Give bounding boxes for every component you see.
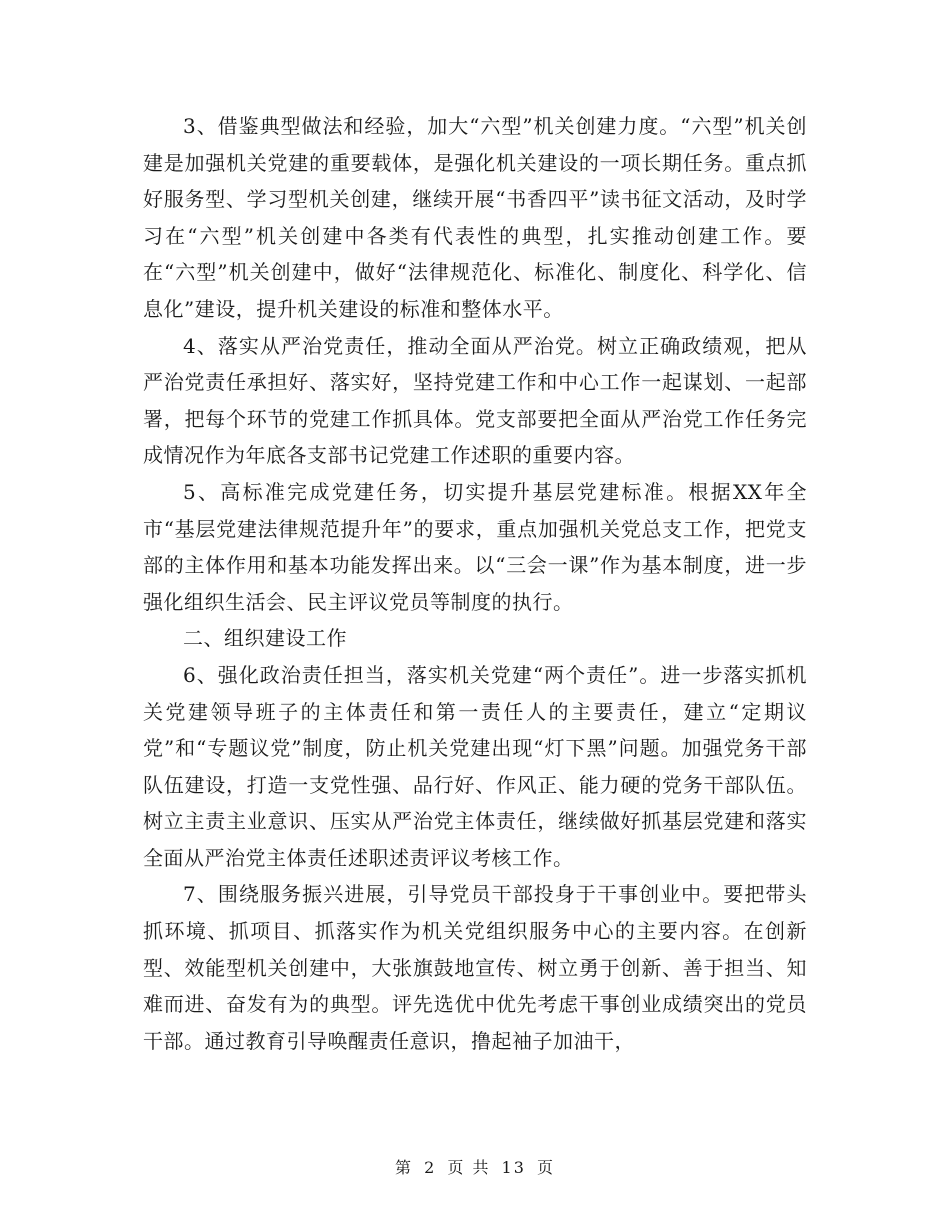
footer-middle: 页 共 — [447, 1158, 491, 1177]
paragraph-5: 5、高标准完成党建任务，切实提升基层党建标准。根据XX年全市“基层党建法律规范提升年”的要求，重点加强机关党总支工作，把党支部的主体作用和基本功能发挥出来。以“三会一课”作为基本制度，进一步强化组织生活会、民主评议党员等制度的执行。 — [143, 479, 807, 614]
footer-current-page: 2 — [424, 1158, 437, 1177]
footer-total-pages: 13 — [501, 1158, 526, 1177]
footer-suffix: 页 — [537, 1158, 556, 1177]
footer-prefix: 第 — [394, 1158, 413, 1177]
section-heading-organization: 二、组织建设工作 — [183, 626, 347, 651]
paragraph-4: 4、落实从严治党责任，推动全面从严治党。树立正确政绩观，把从严治党责任承担好、落实好，坚持党建工作和中心工作一起谋划、一起部署，把每个环节的党建工作抓具体。党支部要把全面从严治党工作任务完成情况作为年底各支部书记党建工作述职的重要内容。 — [143, 333, 807, 468]
page-footer — [0, 1155, 950, 1178]
paragraph-6: 6、强化政治责任担当，落实机关党建“两个责任”。进一步落实抓机关党建领导班子的主体责任和第一责任人的主要责任，建立“定期议党”和“专题议党”制度，防止机关党建出现“灯下黑”问题。加强党务干部队伍建设，打造一支党性强、品行好、作风正、能力硬的党务干部队伍。树立主责主业意识、压实从严治党主体责任，继续做好抓基层党建和落实全面从严治党主体责任述职述责评议考核工作。 — [143, 662, 807, 870]
document-body — [143, 108, 807, 1059]
paragraph-7: 7、围绕服务振兴进展，引导党员干部投身于干事创业中。要把带头抓环境、抓项目、抓落实作为机关党组织服务中心的主要内容。在创新型、效能型机关创建中，大张旗鼓地宣传、树立勇于创新、善于担当、知难而进、奋发有为的典型。评先选优中优先考虑干事创业成绩突出的党员干部。通过教育引导唤醒责任意识，撸起袖子加油干， — [143, 882, 807, 1053]
paragraph-3: 3、借鉴典型做法和经验，加大“六型”机关创建力度。“六型”机关创建是加强机关党建的重要载体，是强化机关建设的一项长期任务。重点抓好服务型、学习型机关创建，继续开展“书香四平”读书征文活动，及时学习在“六型”机关创建中各类有代表性的典型，扎实推动创建工作。要在“六型”机关创建中，做好“法律规范化、标准化、制度化、科学化、信息化”建设，提升机关建设的标准和整体水平。 — [143, 114, 807, 321]
